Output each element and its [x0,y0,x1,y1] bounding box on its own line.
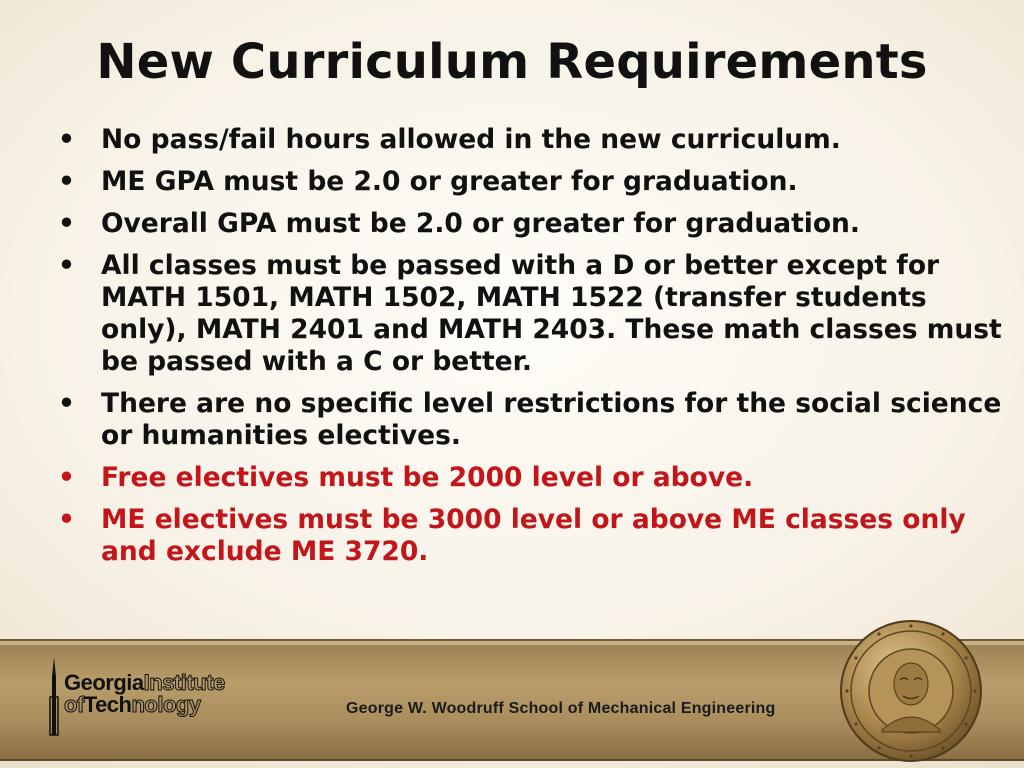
tech-tower-icon [46,657,62,737]
bullet-dot: • [58,250,75,281]
bullet-dot: • [58,388,75,419]
logo-georgia: Georgia [64,670,144,695]
bullet-text: Overall GPA must be 2.0 or greater for graduation. [101,208,860,239]
bullet-text: ME GPA must be 2.0 or greater for graduation. [101,166,798,197]
bullet-item [58,208,1008,240]
bullet-list [58,124,1008,578]
bullet-dot: • [58,124,75,155]
bullet-item [58,250,1008,378]
woodruff-seal-icon [838,618,984,764]
logo-of: of [64,692,84,717]
logo-institute: Institute [143,670,225,695]
bullet-dot: • [58,166,75,197]
bullet-dot: • [58,504,75,535]
bullet-dot: • [58,462,75,493]
bullet-item-highlight [58,462,1008,494]
bullet-item [58,166,1008,198]
bullet-item-highlight [58,504,1008,568]
bullet-dot: • [58,208,75,239]
bullet-text: All classes must be passed with a D or better except for MATH 1501, MATH 1502, MATH 1522 (transfer students only), MATH 2401 and MATH 2403. These math classes must be passed with a C or better. [101,250,1002,377]
school-name: George W. Woodruff School of Mechanical Engineering [346,700,776,717]
bullet-text: No pass/fail hours allowed in the new curriculum. [101,124,841,155]
logo-nology: nology [131,692,201,717]
bullet-text: There are no specific level restrictions for the social science or humanities electives. [101,388,1002,451]
logo-line-2 [64,693,201,717]
bullet-item [58,388,1008,452]
georgia-tech-logo [46,657,286,737]
bullet-item [58,124,1008,156]
bullet-text: ME electives must be 3000 level or above ME classes only and exclude ME 3720. [101,504,966,567]
bullet-text: Free electives must be 2000 level or above. [101,462,754,493]
slide-title: New Curriculum Requirements [96,34,928,90]
logo-tech: Tech [83,692,132,717]
